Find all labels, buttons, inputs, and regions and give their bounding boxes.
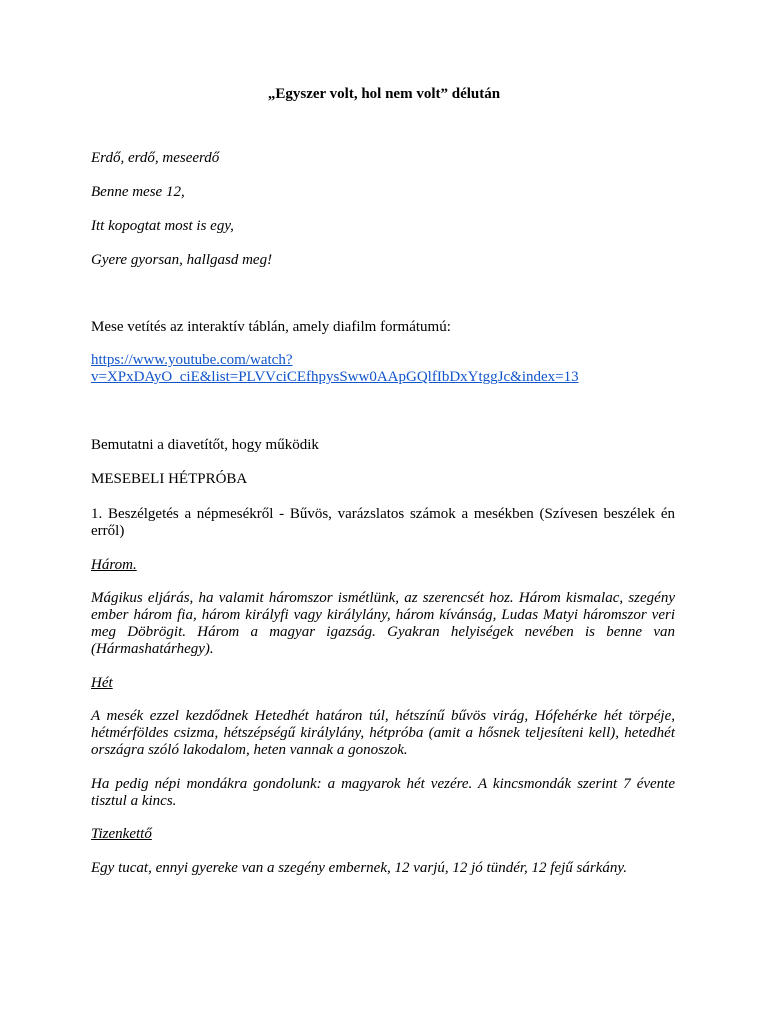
youtube-link-block	[91, 352, 675, 386]
twelve-heading: Tizenkettő	[91, 826, 152, 842]
document-title: „Egyszer volt, hol nem volt” délután	[267, 86, 501, 102]
seven-heading: Hét	[91, 675, 113, 691]
item-1-text: 1. Beszélgetés a népmesékről - Bűvös, varázslatos számok a mesékben (Szívesen beszélek én erről)	[91, 506, 675, 539]
poem-line-2: Benne mese 12,	[91, 184, 185, 200]
youtube-link[interactable]	[91, 352, 579, 385]
poem-line-4: Gyere gyorsan, hallgasd meg!	[91, 252, 273, 268]
intro-text: Mese vetítés az interaktív táblán, amely diafilm formátumú:	[91, 319, 451, 335]
section-heading: MESEBELI HÉTPRÓBA	[91, 471, 248, 487]
poem-line-1: Erdő, erdő, meseerdő	[91, 150, 220, 166]
seven-text-2: Ha pedig népi mondákra gondolunk: a magyarok hét vezére. A kincsmondák szerint 7 évente tisztul a kincs.	[91, 776, 675, 809]
demo-text: Bemutatni a diavetítőt, hogy működik	[91, 437, 319, 453]
seven-text-1: A mesék ezzel kezdődnek Hetedhét határon túl, hétszínű bűvös virág, Hófehérke hét törpéje, hétmérföldes csizma, hétszépségű királylány, hétpróba (amit a hősnek teljesíteni kell), hetedhét országra szóló lakodalom, heten vannak a gonoszok.	[91, 708, 675, 758]
poem-line-3: Itt kopogtat most is egy,	[91, 218, 234, 234]
youtube-link-line-2: v=XPxDAyO_ciE&list=PLVVciCEfhpysSww0AApGQlfIbDxYtggJc&index=13	[91, 369, 579, 385]
youtube-link-line-1: https://www.youtube.com/watch?	[91, 352, 293, 368]
twelve-text: Egy tucat, ennyi gyereke van a szegény embernek, 12 varjú, 12 jó tündér, 12 fejű sárkány.	[91, 860, 627, 876]
three-text: Mágikus eljárás, ha valamit háromszor ismétlünk, az szerencsét hoz. Három kismalac, szegény ember három fia, három királyfi vagy királylány, három kívánság, Ludas Matyi háromszor veri meg Döbrögit. Három a magyar igazság. Gyakran helyiségek nevében is benne van (Hármashatárhegy).	[91, 590, 675, 657]
three-heading: Három.	[91, 557, 137, 573]
